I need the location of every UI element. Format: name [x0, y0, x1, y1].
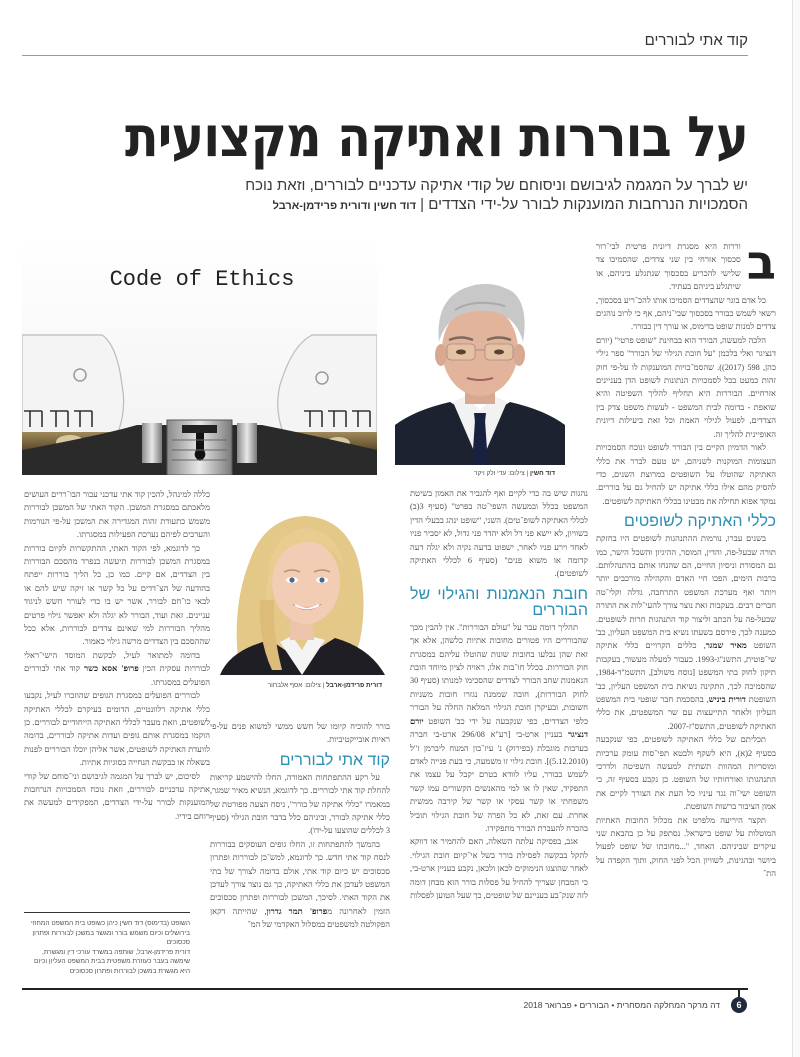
paragraph: לסיכום, יש לברך על המגמה לגיבושם וני־סוחם של קודי אתיקה עדכניים לבוררים, וזאת נוכח הסמכויות הנרחבות המוענקות לבורר על-ידי הצדדים, המפקידים למעשה את רוחם בידיו.: [24, 771, 210, 821]
footer-text: [524, 1000, 720, 1010]
paragraph: תכליתם של כללי האתיקה לשופטים, כפי שנקבעה בסעיף 2(א), היא לשקף ולבטא תפי־סות עומק ערכיות ומוסריות המהוות תשתית למעשה השפיטה ולדרכי התנהגותו ואורחותיו של השופט. כן נקבע בסעיף זה, כי השופט ישי־וה נגד עיניו כל העת את הצורך לקיים את אמון הציבור ברשות השופטת.: [596, 735, 776, 812]
paragraph: [24, 649, 210, 689]
text-run: תהליך דומה עבר על "עולם הבוררות". אין להבין מכך שהבוררים היו פטורים מחובות אתיות כלשהן, אלא אך זאת שהן נבלעו בחובות שונות שהוטלו עליהם במסגרת חוק הבוררות. בכלל חו־בות אלו, ראויה לציון מיוחד חובת הנאמנות שחב הבורר לצדדים שהסכימו למנותו (סעיף 30 לחוק הבוררות), חובה שממנה נגזרו חובות משניות חשובות, ובעיקרן חובת הגילוי המלאה החלה על הבורר כלפי הצדדים, כפי שנקבעה על ידי כב' השופט: [410, 622, 588, 726]
judge-name: מאיר שמגר: [705, 641, 747, 651]
bio-line: דורית פרידמן-ארבל, שותפה במשרד עורכי דין ומגשרת, שימשה בעבר כעוזרת משפטית בבית המשפט העליון וכיום היא מגשרת במשכן לבוררות ופתרון סכסוכים: [34, 948, 190, 975]
footer-section: הבוררים: [579, 1000, 610, 1010]
text-run: בשנים עברו, נורמות ההתנהגות לשופטים היו בחזקת תורה שבעל-פה, והדין, המוסר, ההיגיון והשכל הישר, כמו גם המסורת וניסיון החיים, הם שהנחו אותם בהתנהלותם. ברבות הימים, הפכו חיי האדם והקהילה מורכבים יותר ויותר ואף מערכת המשפט התרחבה, גדלה וקלי־טה חברים רבים. בעקבות זאת נוצר צורך להעי־לות את התורה שבעל-פה על הכתב וליצור קוד התנהגות חרות לשופטים. כמענה לכך, פירסם בשעתו נשיא בית המשפט העליון, כב' השופט: [596, 534, 776, 651]
paragraph: נהגות שיש בה כדי לקיים ואף להגביר את האמון בשיטת המשפט בכלל ובמעשה השפי־טה בפרט" (סעיף 3(ב) לכללי האתיקה לשופ־טים). השני, "שופט ינהג בבעלי הדין בשוויון, לא יישא פני דל ולא יהדר פני גדול, לא יסביר פניו לאחד וירע פניו לאחר, ישפוט בדעה נקיה ולא יגלה דעה קדומה או משוא פנים" (סעיף 6 לכללי האתיקה לשופטים).: [410, 489, 588, 579]
article-title: על בוררות ואתיקה מקצועית: [124, 105, 748, 170]
article-subtitle: [208, 176, 748, 216]
article-column-2: [410, 487, 588, 902]
judge-name: דורית ביניש: [708, 695, 746, 704]
paragraph: אגב, בפסיקה עלתה השאלה, האם להחמיר או דווקא להקל בבקשה לפסילת בורר בשל אי־קיום חובת הגילוי. לאחר שהוצגו הנימוקים לכאן ולכאן, נקבע בעניין ארט-בי, כי המבחן שצריך להחיל על פסלות בורר הוא מבחן דומה לזה שנק־בע בעניינם של שופטים, כך שעל הטוען לפסלות: [410, 837, 588, 900]
text-run: , כללים הקרויים כללי אתיקה שי־פוטית, התשנ"ג-1993. כעבור למעלה מעשור, בעקבות תיקון לחוק בתי המשפט [נוסח משולב], התשמ"ד-1984, שהסמיכה לכך, התקינה נשיאת בית המשפט העליון, כב' השופטת: [596, 641, 777, 704]
authors-separator: |: [416, 196, 429, 213]
section-tag: קוד אתי לבוררים: [644, 32, 748, 49]
section-heading: קוד אתי לבוררים: [279, 751, 390, 769]
text-run: בעניין ארט-בי [רע"א 296/08 ארט-בי חברה בערבות מוגבלת (בפירוק) נ' עיז־בון המנוח ליברמן ז"ל (5.12.2010)]. חובת גילוי זו משמעה, כי בעת פנייה לאדם לשמש כבורר, עליו לוודא בטרם יקבל על עצמו את התפקיד, שאין לו או למי מהאנשים הקשורים עמו קשר משפחתי או קשר עסקי או קשר של קירבה ממשית אחרת. עם זאת, לא כל הפרה של חובת הגילוי תוביל בהכרח להעברת הבורר מתפקידו.: [410, 730, 588, 833]
paragraph: בורר להוכיח קיומו של חשש ממשי למשוא פנים על-פי ראיות אובייקטיביות.: [210, 722, 390, 745]
author-bio-box: [24, 912, 190, 976]
author-portrait-david-heshin: [395, 270, 565, 465]
paragraph: לאור הדמיון הקיים בין הבורר לשופט ונוכח הסמכויות העצומות המוקנות לשניהם, יש טעם לברר את כללי האתיקה שהוטלו על השופטים במרוצת השנים, כדי להסיק מהם אילו כללי אתיקה יש להחיל גם על בוררים. נמקד אפוא תחילה את מבטינו בכללי האתיקה לשופטים.: [596, 443, 776, 506]
caption-name: דוד חשין: [529, 470, 555, 477]
paragraph: לבוררים הפועלים במסגרת הגופים שהוזכרו לעיל, נקבעו כללי אתיקה רלוונטיים, הדומים בעיקרם לכללי האתיקה לשופטים, וזאת מעבר לכללי האתיקה הייחודיים לבוררים. כן הוקמו במסגרת אותם גופים ועדות אתיקה לבוררים, בדומה לוועדת האתיקה לשופטים, אשר אליהן יוכלו הבוררים לפנות בשאלה או בבקשת הנחייה בסוגיות אתיות.: [24, 691, 210, 768]
subtitle-text: יש לברך על המגמה לגיבושם וניסוחם של קודי אתיקה עדכניים לבוררים, וזאת נוכח הסמכויות הנרחבות המוענקות לבורר על-ידי הצדדים: [245, 177, 748, 213]
article-column-4: [24, 488, 210, 823]
text-run: , בהסכמת חבר שופטי בית המשפט העליון ולאחר התייעצות עם שר המשפטים, את כללי האתיקה לשופטים, התשס"ז-2007.: [596, 695, 776, 731]
bio-line: השופט (בדימוס) דוד חשין כיהן כשופט בית המשפט המחוזי בירושלים וכיום משמש בורר ומגשר במשכן לבוררות ופתרון סכסוכים: [30, 920, 190, 946]
page-edge: [792, 0, 800, 1057]
text-run: בהמשך להתפתחות זו, החלו גופים העוסקים בבוררות לנסח קוד אתי חדש. כך לדוגמא, למש־כן לבוררות ופתרון סכסוכים יש כיום קוד אתי, אולם בדומה לצורך של בתי המשפט לעדכן את כללי האתיקה, כך גם נוצר צורך לעדכן את הקוד האתי. לסיכך, המשכן לבוררות ופתרון סכסוכים הזמין לאחרונה מ: [210, 839, 390, 916]
footer-bullet: •: [609, 1000, 617, 1010]
paragraph: על רקע ההתפתחות האמורה, החלו להישמע קריאות להחלת קוד אתי לבוררים. כך לדוגמא, הנשיא מאיר שמגר, במאמרו "כללי אתיקה של בורר", ניסח הצעה מפורטת של כללי אתיקה לבורר, וביניהם כלל בדבר חובת הגילוי (סעיף 3 לכללים שהוצעו על-ידו).: [210, 772, 390, 836]
paragraph: תקצר היריעה מלפרט את מכלול החובות האתיות המוטלות על שופט בישראל. נסתפק על כן בהבאת שני עיקרים שביניהם. האחד, "...מחובתו של שופט לפעול ביושר ובהגינות, לשוויון הכל לפני החוק, ותוך הקפדה על הת־: [596, 815, 776, 879]
portrait-caption-woman: דורית פרידמן-ארבל | צילום: אסף אלבחור: [267, 682, 382, 689]
footer-publication: דה מרקר המחלקה המסחרית: [616, 1000, 720, 1010]
paragraph: הלכה למעשה, הבורר הוא בבחינת "שופט פרטי" (יורם דנציגר ואלי בלכמן "על חובת הגילוי של הבורר" ספר גיל'י כהן, 598 (2017)). שהסמ־כויות המוענקות לו על-פי חוק זהות כמעט בכל לסמכויות הנתונות לשופט הדן בעניינים אזרחיים. הבוררות היא תחליף להליך השפיטה והיא שואפת - בדומה לבית המשפט - לעשות משפט צדק בין הצדדים, לפעול לגילוי האמת וכל זאת ביעילות דיונית האופיינית להליך זה.: [596, 335, 776, 439]
svg-text:Code of Ethics: Code of Ethics: [109, 267, 295, 292]
footer-date: פברואר 2018: [523, 1000, 572, 1010]
section-heading: חובת הנאמנות והגילוי של הבוררים: [410, 585, 588, 619]
text-run: בדומה למתואר לעיל, לבקשת המוסד הישי־ראלי לבוררות עסקית הכין: [24, 650, 210, 674]
drop-cap: ב: [746, 235, 776, 291]
bottom-divider: [22, 988, 748, 990]
paragraph: וררות היא מסגרת דיונית פרטית לבי־רור סכסוך אזרחי בין שני צדדים, שהסמיכו צד שלישי להכריע בסכסוך שנתגלע ביניהם, או שיתגלע ביניהם בעתיד.: [596, 242, 741, 292]
text-run: קוד אתי לבוררים הפועלים במסגרתו.: [24, 664, 210, 687]
paragraph: כללה למינהל, להכין קוד אתי עדכני עבור הבו־ררים העושים מלאכתם במסגרת המשכן. הקוד האתי של המשכן לבוררות משמש כתעודת זהות המגדירה את המשכן על-פי הנורמות והערכים לפיהם נערכת הפעילות במסגרתו.: [24, 490, 210, 540]
paragraph: [410, 621, 588, 836]
paragraph: [596, 532, 776, 733]
caption-credit: צילום: עדי ולק ויקר: [473, 470, 525, 477]
judge-name: יורם דנציגר: [410, 716, 588, 740]
article-authors: דוד חשין ודורית פרידמן-ארבל: [272, 200, 416, 212]
article-column-3: [210, 720, 390, 932]
paragraph: כך לדוגמא, לפי הקוד האתי, ההתקשרות לקיום בוררות במסגרת המשכן לבוררות תיעשה בנפרד מהסכם הבוררות בין הצדדים, אם קיים. כמו כן, כל הליך בוררות ייפתח בהודעה של הצ־דדים על כל קשר או זיקה שיש להם או לבאי כו־חם לבורר, אשר יש בו כדי לעורר חשש לניגוד עניינים. זאת ועוד, הבורר לא יגלה ולא יאפשר גילוי פרטים מהליך הבוררות למי שאינם צדדים לבוררות, אלא ככל שההסכם בין הצדדים מרשה גילוי כאמור.: [24, 543, 210, 647]
footer-bullet: •: [571, 1000, 580, 1010]
caption-name: דורית פרידמן-ארבל: [326, 682, 382, 689]
caption-credit: צילום: אסף אלבחור: [267, 682, 321, 689]
code-of-ethics-image: [22, 235, 377, 475]
professor-name: פרופ' אסא כשר: [84, 664, 139, 674]
page-number-badge: 6: [731, 997, 747, 1013]
section-heading: כללי האתיקה לשופטים: [624, 513, 776, 531]
professor-name: פרופ' תמר גדרון: [266, 906, 328, 916]
article-column-1: [596, 235, 777, 881]
top-divider: [22, 55, 748, 56]
paragraph: כל אדם בוגר שהצדדים הסמיכו אותו להכ־ריע בסכסוך, רשאי לשמש כבורר בסכסוך שבי־ניהם, אף כי לרוב נוהגים צדדים למנות שופט בדימוס, או עורך דין כבורר.: [596, 295, 776, 332]
portrait-caption-man: דוד חשין | צילום: עדי ולק ויקר: [473, 470, 555, 477]
author-portrait-dorit-friedman-arbel: [210, 500, 390, 675]
text-run: , שהייתה דקאן הפקולטה למשפטים במסלול האקדמי של המ־: [210, 906, 390, 930]
paragraph: [210, 838, 390, 932]
